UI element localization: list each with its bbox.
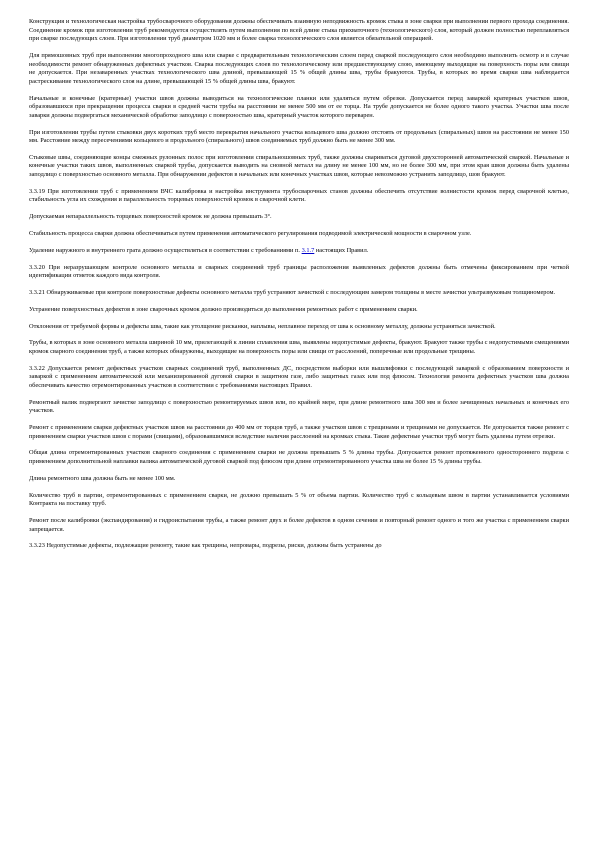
- paragraph: Для прямошовных труб при выполнении многопроходного шва или сварке с предварительным технологическим слоем перед сваркой последующего слоя необходимо выполнить осмотр и в случае необходимости ремонт обнаруженных дефектных участков. Сварка последующих слоев по технологическому или предшествующему слою, имеющему выходящие на поверхность поры или свищи не допускается. При незаваренных участках технологического шва длиной, превышающей 15 % общей длины шва, трубы бракуются. Трубы, в которых во время сварки шва наблюдается растрескивание технологического слоя на длине, превышающей 15 % общей длины шва, бракуют.: [29, 51, 569, 85]
- paragraph-text: Удаление наружного и внутреннего грата должно осуществляться в соответствии с требованиями п.: [29, 246, 302, 254]
- paragraph: Количество труб в партии, отремонтированных с применением сварки, не должно превышать 5 % от объема партии. Количество труб с кольцевым швом в партии устанавливается условиями Контракта на поставку труб.: [29, 491, 569, 508]
- paragraph: Длина ремонтного шва должна быть не менее 100 мм.: [29, 474, 176, 482]
- paragraph: Начальные и конечные (кратерные) участки швов должны выводиться на технологические планки или удаляться путем обрезки. Допускается перед заваркой кратерных участков швов, образовавшихся при прекращении процесса сварки в средней части трубы на расстоянии не менее 500 мм от ее торца. На трубе допускается не более одного такого участка. Участки шва после заварки должны подвергаться механической обработке заподлицо с поверхностью шва, кратерный участок которого переварен.: [29, 94, 569, 119]
- paragraph: 3.3.22 Допускается ремонт дефектных участков сварных соединений труб, выполненных ДС, посредством выборки или вышлифовки с последующей заваркой с образованием поверхности и заваркой с применением автоматической или механизированной дуговой сварки в защитном газе, либо защитных газах или под флюсом. Технология ремонта дефектных участков шва должна обеспечивать качество отремонтированных участков в соответствии с требованиями настоящих Правил.: [29, 364, 569, 389]
- paragraph: Общая длина отремонтированных участков сварного соединения с применением сварки не должна превышать 5 % длины трубы. Допускается ремонт протяженного одностороннего подреза с применением дополнительной наплавки валика автоматической дуговой сваркой под флюсом при длине отремонтированного участка шва не более 15 % длины трубы.: [29, 449, 569, 465]
- paragraph: Трубы, в которых в зоне основного металла шириной 10 мм, прилегающей к линии сплавления шва, выявлены недопустимые дефекты, бракуют. Бракуют также трубы с недопустимыми смещениями кромок сварного соединения труб, а также которых обнаружены, выходящие на поверхность поры или свищи от расслоений, поперечные или продольные трещины.: [29, 339, 569, 355]
- paragraph: 3.3.20 При неразрушающем контроле основного металла и сварных соединений труб границы расположения выявленных дефектов должны быть отмечены фиксированием при четкой идентификации отметок каждого вида контроля.: [29, 263, 569, 280]
- paragraph: Конструкция и технологическая настройка трубосварочного оборудования должны обеспечивать взаимную неподвижность кромок стыка в зоне сварки при выполнении первого прохода соединения. Соединение кромок при изготовлении труб рекомендуется осуществлять путем выполнения по всей длине стыка прихваточного (технологического) слоя, который должен полностью переплавляться при сварке последующих слоев. При изготовлении труб диаметром 1020 мм и более сварка технологического слоя является обязательной операцией.: [29, 18, 569, 43]
- paragraph-with-link: [29, 247, 569, 256]
- paragraph: При изготовлении трубы путем стыковки двух коротких труб место перекрытия начального участка кольцевого шва должно отстоять от продольных (спиральных) швов на расстоянии не менее 150 мм. Расстояние между пересечениями кольцевого и продольного (спирального) швов соединяемых труб должно быть не менее 300 мм.: [29, 128, 569, 145]
- paragraph: 3.3.19 При изготовлении труб с применением ВЧС калибровка и настройка инструмента трубосварочных станов должны обеспечить отсутствие волнистости кромок перед сварочной клетью, стабильность угла их схождения и параллельность торцевых поверхностей кромок в сварочной клети.: [29, 187, 569, 204]
- paragraph: Ремонт с применением сварки дефектных участков швов на расстоянии до 400 мм от торцов труб, а также участков швов с трещинами и трещинами не допускается. Не допускается также ремонт с применением сварки участков швов с порами (свищами), образовавшимися вследствие наличия расслоений на кромках стыка. Такие дефектные участки труб могут быть удалены путем отрезки.: [29, 424, 569, 440]
- paragraph: Стыковые швы, соединяющие концы смежных рулонных полос при изготовлении спиральношовных труб, также должны свариваться дуговой двухсторонней автоматической сваркой. Начальные и конечные участки таких швов, выполненных сваркой трубы, допускается выводить на сновной металл на длину не менее 100 мм, но не более 300 мм, при этом края швов должны быть удалены заподлицо с поверхностью основного металла. При обнаружении дефектов в начальных или конечных участках швов, которые невозможно устранить заподлицо, шов бракуют.: [29, 153, 569, 179]
- paragraph: Ремонт после калибровки (экспандирования) и гидроиспытания трубы, а также ремонт двух и более дефектов в одном сечении и повторный ремонт одного и того же участка с применением сварки запрещается.: [29, 516, 569, 533]
- paragraph: Допускаемая непараллельность торцевых поверхностей кромок не должна превышать 3°.: [29, 213, 272, 221]
- paragraph: Ремонтный валик подвергают зачистке заподлицо с поверхностью ремонтируемых швов или, по крайней мере, при длине ремонтного шва 300 мм и более зачищенных начальных и конечных его участков.: [29, 398, 569, 415]
- paragraph: 3.3.23 Недопустимые дефекты, подлежащие ремонту, такие как трещины, непровары, подрезы, риски, должны быть устранены до: [29, 542, 382, 550]
- paragraph: 3.3.21 Обнаруживаемые при контроле поверхностные дефекты основного металла труб устраняют зачисткой с последующим замером толщины в месте зачистки ультразвуковым толщиномером.: [29, 288, 556, 296]
- section-link[interactable]: 3.1.7: [301, 246, 315, 254]
- paragraph: Стабильность процесса сварки должна обеспечиваться путем применения автоматического регулирования подводимой электрической мощности в сварочном узле.: [29, 230, 472, 237]
- paragraph: Отклонения от требуемой формы и дефекты шва, такие как утолщение рисканки, наплывы, неплавное переход от шва к основному металлу, должны устраняться зачисткой.: [29, 322, 496, 330]
- paragraph: Устранение поверхностных дефектов в зоне сварочных кромок должно производиться до выполнения ремонтных работ с применением сварки.: [29, 305, 418, 313]
- paragraph-text-after-link: настоящих Правил.: [314, 246, 369, 254]
